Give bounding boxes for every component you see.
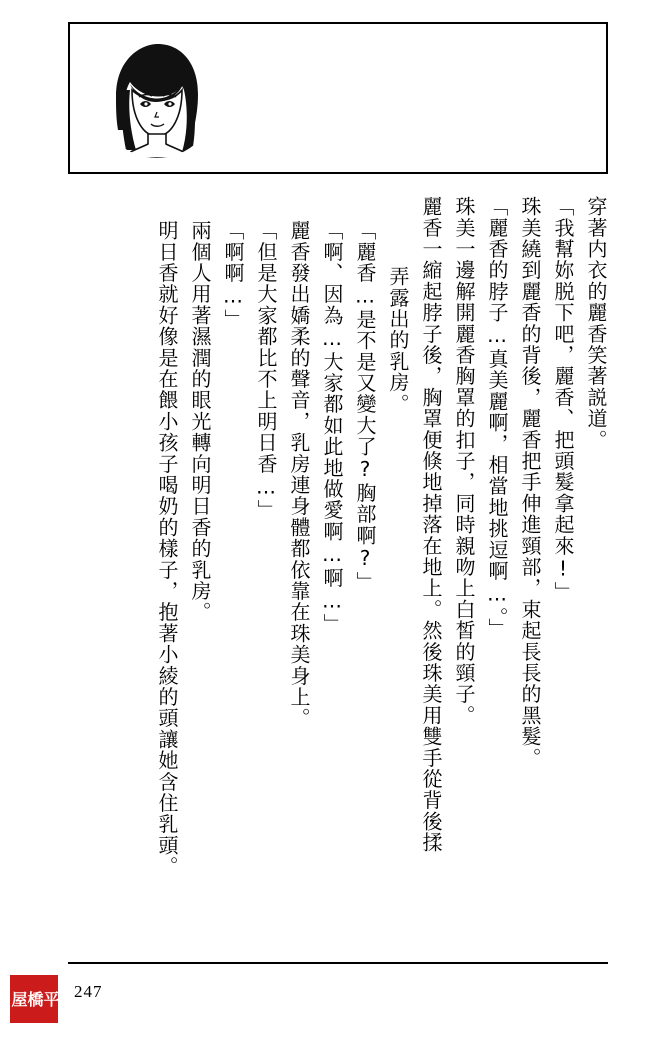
text-column: 穿著内衣的麗香笑著説道。 — [584, 196, 608, 451]
text-column: 兩個人用著濕潤的眼光轉向明日香的乳房。 — [188, 220, 212, 623]
text-column: 「麗香的脖子…真美麗啊，相當地挑逗啊…。」 — [485, 196, 509, 640]
text-column: 麗香一縮起脖子後，胸罩便倏地掉落在地上。然後珠美用雙手從背後揉 — [419, 196, 443, 854]
text-column: 弄露出的乳房。 — [386, 266, 410, 415]
page-number: 247 — [74, 982, 103, 1001]
publisher-stamp-char-3: 屋 — [9, 991, 28, 1007]
text-column: 「我幫妳脱下吧，麗香、把頭髮拿起來!」 — [551, 196, 575, 603]
novel-text-body — [70, 196, 606, 946]
text-column: 「啊、因為…大家都如此地做愛啊…啊…」 — [320, 220, 344, 635]
text-column: 「麗香…是不是又變大了?胸部啊?」 — [353, 220, 377, 593]
text-column: 「但是大家都比不上明日香…」 — [254, 220, 278, 521]
text-column: 「啊啊…」 — [221, 220, 245, 330]
text-column: 珠美繞到麗香的背後，麗香把手伸進頸部，束起長長的黑髮。 — [518, 196, 542, 769]
publisher-stamp-char-1: 平 — [41, 991, 60, 1007]
text-column: 明日香就好像是在餵小孩子喝奶的樣子，抱著小綾的頭讓她含住乳頭。 — [155, 220, 179, 878]
bottom-divider — [68, 962, 608, 964]
publisher-stamp-char-2: 橋 — [25, 991, 44, 1007]
publisher-stamp — [10, 975, 58, 1023]
portrait-illustration — [96, 38, 218, 160]
header-panel — [68, 22, 608, 174]
text-column: 麗香發出嬌柔的聲音，乳房連身體都依靠在珠美身上。 — [287, 220, 311, 729]
text-column: 珠美一邊解開麗香胸罩的扣子，同時親吻上白皙的頸子。 — [452, 196, 476, 726]
character-portrait — [96, 38, 218, 160]
